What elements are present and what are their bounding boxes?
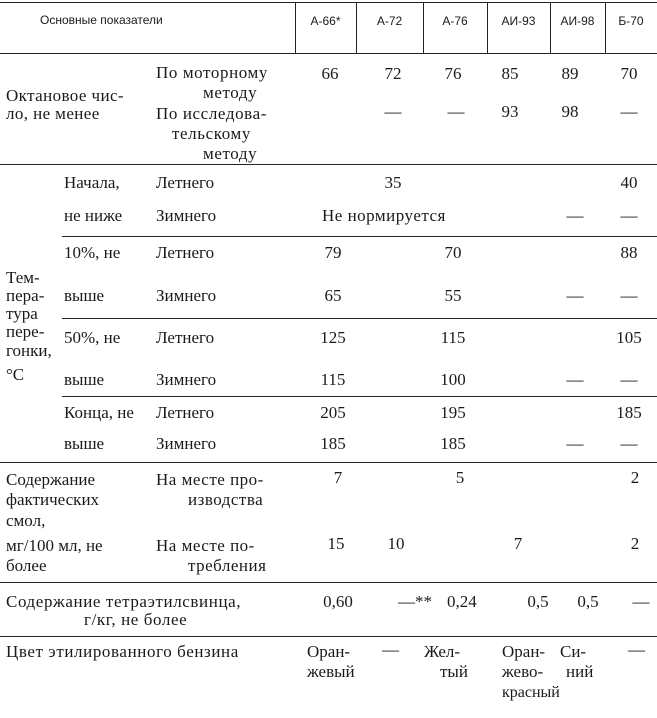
resins-prod-label-2: изводства (188, 490, 264, 509)
end-winter-ai98: — (566, 434, 584, 453)
octane-research-ai98: 98 (561, 102, 579, 121)
start-winter-ai98: — (566, 206, 584, 225)
rule-tel-bottom (0, 636, 657, 637)
start-label-1: Начала, (64, 173, 120, 192)
start-label-2: не ниже (64, 206, 123, 225)
octane-label-line1: Октановое чис- (6, 86, 124, 105)
tel-a76: 0,24 (447, 592, 477, 611)
p50-winter-label: Зимнего (156, 370, 217, 389)
tel-ai98: 0,5 (577, 592, 599, 611)
octane-motor-ai98: 89 (561, 64, 579, 83)
rule-distillation-bottom (0, 462, 657, 463)
color-ai93-2: жево- (502, 662, 544, 681)
end-summer-a66: 205 (320, 403, 346, 422)
color-ai98-1: Си- (560, 642, 587, 661)
octane-research-a72: — (384, 102, 402, 121)
p10-winter-a66: 65 (324, 286, 342, 305)
tel-label-1: Содержание тетраэтилсвинца, (6, 592, 242, 611)
color-a72: — (382, 640, 399, 659)
resins-cons-a66: 15 (327, 534, 345, 553)
distillation-label-4: пере- (6, 322, 45, 341)
color-a76-2: тый (440, 662, 468, 681)
header-col-b70: Б-70 (618, 14, 644, 28)
distillation-label-1: Тем- (6, 268, 40, 287)
color-b70: — (628, 640, 645, 659)
end-winter-b70: — (620, 434, 638, 453)
start-winter-label: Зимнего (156, 206, 217, 225)
octane-research-b70: — (620, 102, 638, 121)
color-a76-1: Жел- (424, 642, 461, 661)
resins-prod-label-1: На месте про- (156, 470, 264, 489)
color-label: Цвет этилированного бензина (6, 642, 239, 661)
octane-motor-label-2: методу (203, 83, 258, 102)
p10-summer-label: Летнего (156, 243, 215, 262)
resins-label-1: Содержание (6, 470, 96, 489)
p50-summer-a66: 125 (320, 328, 346, 347)
resins-label-2: фактических (6, 490, 100, 509)
octane-motor-a76: 76 (444, 64, 462, 83)
header-col-a72: А-72 (376, 14, 403, 28)
start-summer-label: Летнего (156, 173, 215, 192)
end-summer-a76: 195 (440, 403, 466, 422)
resins-label-4: мг/100 мл, не (6, 536, 103, 555)
end-label-2: выше (64, 434, 105, 453)
end-winter-a76: 185 (440, 434, 466, 453)
resins-cons-b70: 2 (630, 534, 640, 553)
p50-winter-b70: — (620, 370, 638, 389)
octane-label-line2: ло, не менее (6, 104, 100, 123)
p50-summer-a76: 115 (440, 328, 466, 347)
p10-label-1: 10%, не (64, 243, 121, 262)
rule-top (0, 2, 657, 3)
tel-label-2: г/кг, не более (84, 610, 188, 629)
octane-research-label-2: тельскому (172, 124, 251, 143)
p10-winter-label: Зимнего (156, 286, 217, 305)
rule-start-bottom (62, 236, 657, 237)
distillation-label-5: гонки, (6, 341, 52, 360)
resins-label-3: смол, (6, 511, 46, 530)
header-col-a76: А-76 (442, 14, 468, 28)
color-a66-1: Оран- (307, 642, 351, 661)
distillation-label-2: пера- (6, 286, 45, 305)
p10-winter-b70: — (620, 286, 638, 305)
resins-cons-label-1: На месте по- (156, 536, 255, 555)
p50-summer-b70: 105 (616, 328, 642, 347)
color-ai93-3: красный (502, 684, 560, 701)
p10-summer-a76: 70 (444, 243, 462, 262)
octane-motor-a72: 72 (384, 64, 402, 83)
end-label-1: Конца, не (64, 403, 134, 422)
p10-winter-a76: 55 (444, 286, 462, 305)
resins-label-5: более (6, 556, 47, 575)
header-col-ai98: АИ-98 (560, 14, 595, 28)
end-summer-b70: 185 (616, 403, 642, 422)
resins-prod-a66: 7 (333, 468, 343, 487)
distillation-label-6: °С (6, 365, 25, 384)
p50-label-1: 50%, не (64, 328, 121, 347)
resins-cons-a72: 10 (387, 534, 405, 553)
p50-winter-a66: 115 (320, 370, 346, 389)
end-winter-label: Зимнего (156, 434, 217, 453)
start-summer-a72: 35 (384, 173, 402, 192)
tel-ai93: 0,5 (527, 592, 549, 611)
octane-research-a76: — (447, 102, 465, 121)
end-summer-label: Летнего (156, 403, 215, 422)
header-col-a66: А-66* (310, 14, 341, 28)
rule-header-bottom (0, 53, 657, 54)
color-ai93-1: Оран- (502, 642, 546, 661)
color-ai98-2: ний (566, 662, 594, 681)
resins-cons-ai93: 7 (513, 534, 523, 553)
color-a66-2: жевый (307, 662, 355, 681)
p10-summer-b70: 88 (620, 243, 638, 262)
octane-motor-ai93: 85 (501, 64, 519, 83)
octane-motor-a66: 66 (321, 64, 339, 83)
tel-b70: — (632, 592, 650, 611)
resins-prod-b70: 2 (630, 468, 640, 487)
octane-research-label-1: По исследова- (156, 104, 267, 123)
start-winter-not-normed: Не нормируется (322, 206, 446, 225)
rule-p50-bottom (62, 396, 657, 397)
octane-research-ai93: 93 (501, 102, 519, 121)
octane-motor-b70: 70 (620, 64, 638, 83)
header-col-ai93: АИ-93 (501, 14, 536, 28)
start-summer-b70: 40 (620, 173, 638, 192)
p50-winter-a76: 100 (440, 370, 466, 389)
p50-winter-ai98: — (566, 370, 584, 389)
rule-octane-bottom (0, 164, 657, 165)
p10-label-2: выше (64, 286, 105, 305)
rule-p10-bottom (62, 318, 657, 319)
p10-summer-a66: 79 (324, 243, 342, 262)
distillation-label-3: тура (6, 304, 38, 323)
p50-label-2: выше (64, 370, 105, 389)
p50-summer-label: Летнего (156, 328, 215, 347)
tel-a66: 0,60 (323, 592, 353, 611)
resins-cons-label-2: требления (188, 556, 267, 575)
rule-resins-bottom (0, 582, 657, 583)
octane-research-label-3: методу (203, 144, 258, 163)
header-main: Основные показатели (40, 13, 163, 27)
tel-a72: —** (398, 592, 432, 611)
p10-winter-ai98: — (566, 286, 584, 305)
end-winter-a66: 185 (320, 434, 346, 453)
start-winter-b70: — (620, 206, 638, 225)
resins-prod-a76: 5 (455, 468, 465, 487)
octane-motor-label-1: По моторному (156, 63, 268, 82)
